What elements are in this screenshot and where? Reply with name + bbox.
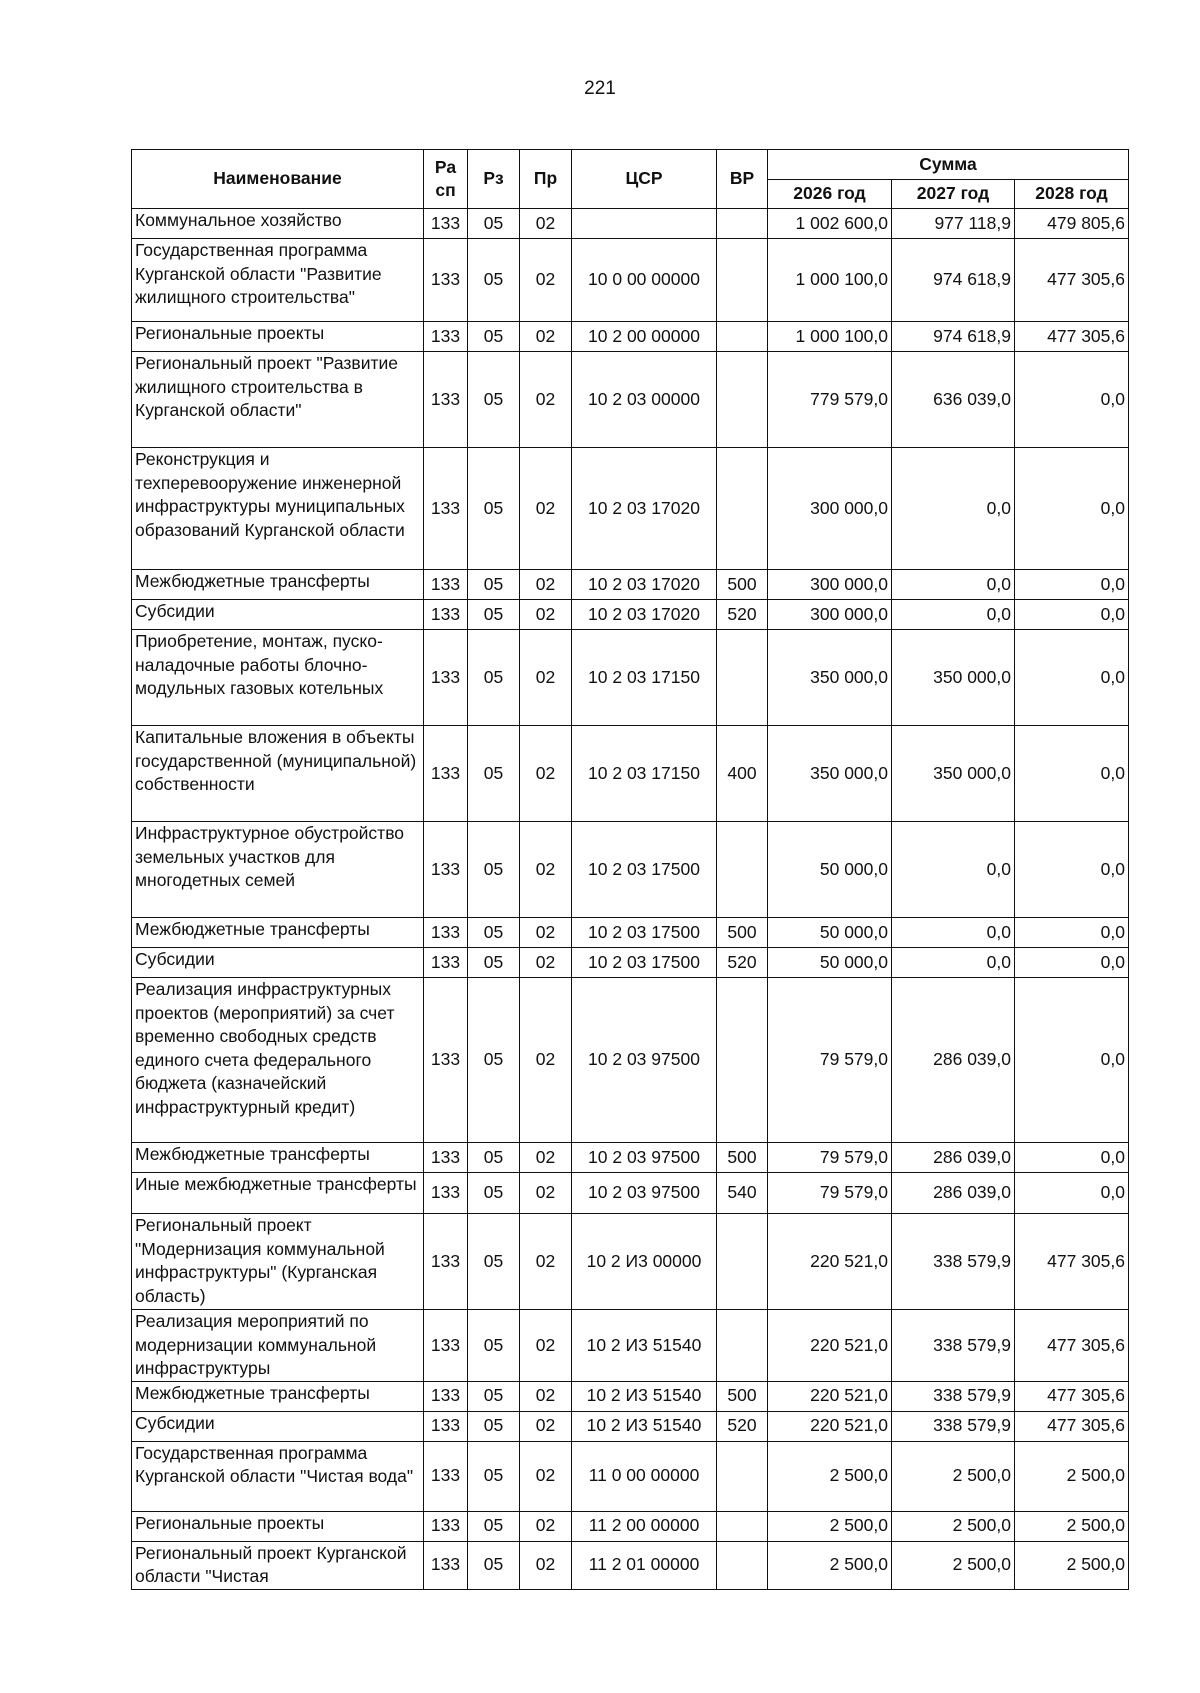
cell-vr bbox=[717, 448, 768, 570]
table-row bbox=[132, 1214, 1129, 1310]
cell-rz: 05 bbox=[468, 448, 520, 570]
cell-pr: 02 bbox=[520, 1411, 572, 1441]
cell-2026: 50 000,0 bbox=[768, 918, 892, 948]
cell-2026: 50 000,0 bbox=[768, 948, 892, 978]
cell-csr: 10 2 03 17150 bbox=[572, 726, 717, 822]
cell-pr: 02 bbox=[520, 600, 572, 630]
cell-rz: 05 bbox=[468, 1511, 520, 1541]
cell-rasp: 133 bbox=[424, 978, 468, 1143]
cell-pr: 02 bbox=[520, 726, 572, 822]
cell-2026: 1 000 100,0 bbox=[768, 239, 892, 322]
cell-csr: 10 2 И3 51540 bbox=[572, 1411, 717, 1441]
cell-pr: 02 bbox=[520, 239, 572, 322]
cell-vr: 500 bbox=[717, 918, 768, 948]
cell-csr: 11 2 01 00000 bbox=[572, 1541, 717, 1589]
cell-rz: 05 bbox=[468, 352, 520, 448]
cell-rasp: 133 bbox=[424, 630, 468, 726]
cell-2028: 2 500,0 bbox=[1015, 1541, 1129, 1589]
cell-2027: 0,0 bbox=[892, 948, 1015, 978]
cell-name: Региональный проект "Развитие жилищного строительства в Курганской области" bbox=[132, 352, 424, 448]
cell-rasp: 133 bbox=[424, 726, 468, 822]
cell-rasp: 133 bbox=[424, 1173, 468, 1214]
cell-name: Межбюджетные трансферты bbox=[132, 570, 424, 600]
header-name: Наименование bbox=[132, 150, 424, 209]
header-vr: ВР bbox=[717, 150, 768, 209]
table-row bbox=[132, 209, 1129, 239]
cell-csr: 10 2 03 17500 bbox=[572, 948, 717, 978]
cell-csr: 10 2 03 17500 bbox=[572, 822, 717, 918]
cell-csr: 10 2 03 97500 bbox=[572, 1143, 717, 1173]
cell-rasp: 133 bbox=[424, 239, 468, 322]
cell-csr: 11 2 00 00000 bbox=[572, 1511, 717, 1541]
cell-2028: 0,0 bbox=[1015, 1173, 1129, 1214]
cell-name: Субсидии bbox=[132, 948, 424, 978]
cell-rz: 05 bbox=[468, 1411, 520, 1441]
cell-2026: 2 500,0 bbox=[768, 1541, 892, 1589]
cell-2027: 0,0 bbox=[892, 570, 1015, 600]
cell-2027: 2 500,0 bbox=[892, 1441, 1015, 1511]
cell-vr bbox=[717, 1214, 768, 1310]
cell-csr: 10 2 03 97500 bbox=[572, 978, 717, 1143]
header-csr: ЦСР bbox=[572, 150, 717, 209]
table-row bbox=[132, 726, 1129, 822]
cell-vr: 500 bbox=[717, 570, 768, 600]
cell-2026: 220 521,0 bbox=[768, 1214, 892, 1310]
cell-csr: 10 2 И3 00000 bbox=[572, 1214, 717, 1310]
cell-2028: 477 305,6 bbox=[1015, 1381, 1129, 1411]
cell-rz: 05 bbox=[468, 978, 520, 1143]
header-row bbox=[132, 150, 1129, 180]
cell-csr: 10 2 И3 51540 bbox=[572, 1310, 717, 1382]
cell-vr: 520 bbox=[717, 600, 768, 630]
cell-csr: 10 2 03 17020 bbox=[572, 600, 717, 630]
table-row bbox=[132, 1310, 1129, 1382]
cell-name: Региональные проекты bbox=[132, 1511, 424, 1541]
cell-2027: 350 000,0 bbox=[892, 630, 1015, 726]
cell-csr: 10 2 03 00000 bbox=[572, 352, 717, 448]
cell-2028: 0,0 bbox=[1015, 948, 1129, 978]
cell-vr: 520 bbox=[717, 1411, 768, 1441]
cell-pr: 02 bbox=[520, 978, 572, 1143]
cell-rz: 05 bbox=[468, 1214, 520, 1310]
cell-rasp: 133 bbox=[424, 1381, 468, 1411]
cell-2026: 300 000,0 bbox=[768, 600, 892, 630]
cell-2027: 286 039,0 bbox=[892, 978, 1015, 1143]
table-row bbox=[132, 1173, 1129, 1214]
table-row bbox=[132, 918, 1129, 948]
cell-name: Реконструкция и техперевооружение инженерной инфраструктуры муниципальных образований Курганской области bbox=[132, 448, 424, 570]
cell-2027: 338 579,9 bbox=[892, 1411, 1015, 1441]
table-row bbox=[132, 630, 1129, 726]
table-row bbox=[132, 948, 1129, 978]
cell-2027: 2 500,0 bbox=[892, 1511, 1015, 1541]
cell-vr bbox=[717, 209, 768, 239]
cell-csr: 10 2 00 00000 bbox=[572, 322, 717, 352]
cell-csr: 10 2 03 17500 bbox=[572, 918, 717, 948]
table-row bbox=[132, 570, 1129, 600]
cell-2028: 0,0 bbox=[1015, 448, 1129, 570]
cell-vr: 520 bbox=[717, 948, 768, 978]
cell-2026: 300 000,0 bbox=[768, 448, 892, 570]
header-pr: Пр bbox=[520, 150, 572, 209]
header-rz: Рз bbox=[468, 150, 520, 209]
cell-2027: 338 579,9 bbox=[892, 1310, 1015, 1382]
cell-vr: 400 bbox=[717, 726, 768, 822]
cell-rz: 05 bbox=[468, 322, 520, 352]
cell-csr bbox=[572, 209, 717, 239]
cell-2027: 338 579,9 bbox=[892, 1381, 1015, 1411]
cell-name: Межбюджетные трансферты bbox=[132, 1143, 424, 1173]
cell-name: Капитальные вложения в объекты государственной (муниципальной) собственности bbox=[132, 726, 424, 822]
table-row bbox=[132, 1511, 1129, 1541]
budget-table bbox=[131, 149, 1129, 1590]
cell-pr: 02 bbox=[520, 1381, 572, 1411]
cell-2027: 636 039,0 bbox=[892, 352, 1015, 448]
cell-pr: 02 bbox=[520, 630, 572, 726]
cell-name: Реализация инфраструктурных проектов (мероприятий) за счет временно свободных средств единого счета федерального бюджета (казначейский инфраструктурный кредит) bbox=[132, 978, 424, 1143]
header-2028: 2028 год bbox=[1015, 180, 1129, 209]
cell-vr: 500 bbox=[717, 1143, 768, 1173]
cell-2028: 477 305,6 bbox=[1015, 239, 1129, 322]
cell-vr bbox=[717, 1541, 768, 1589]
cell-vr bbox=[717, 1441, 768, 1511]
cell-vr bbox=[717, 630, 768, 726]
table-row bbox=[132, 1541, 1129, 1589]
cell-rasp: 133 bbox=[424, 448, 468, 570]
cell-rasp: 133 bbox=[424, 1143, 468, 1173]
cell-name: Государственная программа Курганской области "Чистая вода" bbox=[132, 1441, 424, 1511]
cell-2027: 0,0 bbox=[892, 600, 1015, 630]
table-body bbox=[132, 209, 1129, 1590]
cell-vr bbox=[717, 1310, 768, 1382]
cell-rasp: 133 bbox=[424, 918, 468, 948]
cell-rz: 05 bbox=[468, 630, 520, 726]
cell-name: Реализация мероприятий по модернизации коммунальной инфраструктуры bbox=[132, 1310, 424, 1382]
table-row bbox=[132, 448, 1129, 570]
cell-2028: 0,0 bbox=[1015, 726, 1129, 822]
cell-name: Иные межбюджетные трансферты bbox=[132, 1173, 424, 1214]
cell-2026: 220 521,0 bbox=[768, 1381, 892, 1411]
page-number: 221 bbox=[584, 78, 616, 99]
cell-pr: 02 bbox=[520, 1143, 572, 1173]
cell-2027: 286 039,0 bbox=[892, 1173, 1015, 1214]
cell-rasp: 133 bbox=[424, 1541, 468, 1589]
cell-vr bbox=[717, 1511, 768, 1541]
cell-name: Региональный проект "Модернизация коммунальной инфраструктуры" (Курганская область) bbox=[132, 1214, 424, 1310]
cell-2028: 2 500,0 bbox=[1015, 1511, 1129, 1541]
cell-pr: 02 bbox=[520, 1214, 572, 1310]
cell-2028: 0,0 bbox=[1015, 630, 1129, 726]
cell-rasp: 133 bbox=[424, 1214, 468, 1310]
cell-rasp: 133 bbox=[424, 1441, 468, 1511]
cell-rz: 05 bbox=[468, 239, 520, 322]
cell-name: Инфраструктурное обустройство земельных участков для многодетных семей bbox=[132, 822, 424, 918]
cell-rz: 05 bbox=[468, 209, 520, 239]
cell-2026: 350 000,0 bbox=[768, 630, 892, 726]
cell-rz: 05 bbox=[468, 570, 520, 600]
cell-pr: 02 bbox=[520, 1541, 572, 1589]
cell-2026: 79 579,0 bbox=[768, 1143, 892, 1173]
cell-2027: 286 039,0 bbox=[892, 1143, 1015, 1173]
cell-rz: 05 bbox=[468, 1310, 520, 1382]
cell-pr: 02 bbox=[520, 209, 572, 239]
cell-pr: 02 bbox=[520, 448, 572, 570]
cell-vr bbox=[717, 322, 768, 352]
cell-vr bbox=[717, 978, 768, 1143]
cell-vr: 500 bbox=[717, 1381, 768, 1411]
cell-2027: 977 118,9 bbox=[892, 209, 1015, 239]
cell-2027: 0,0 bbox=[892, 448, 1015, 570]
cell-2026: 220 521,0 bbox=[768, 1310, 892, 1382]
cell-2026: 50 000,0 bbox=[768, 822, 892, 918]
cell-csr: 10 0 00 00000 bbox=[572, 239, 717, 322]
cell-csr: 10 2 03 17020 bbox=[572, 448, 717, 570]
cell-name: Государственная программа Курганской области "Развитие жилищного строительства" bbox=[132, 239, 424, 322]
table-row bbox=[132, 822, 1129, 918]
cell-2028: 477 305,6 bbox=[1015, 1214, 1129, 1310]
cell-pr: 02 bbox=[520, 1441, 572, 1511]
cell-rz: 05 bbox=[468, 1143, 520, 1173]
cell-csr: 10 2 И3 51540 bbox=[572, 1381, 717, 1411]
cell-vr bbox=[717, 239, 768, 322]
cell-2026: 79 579,0 bbox=[768, 1173, 892, 1214]
cell-2027: 974 618,9 bbox=[892, 239, 1015, 322]
cell-rasp: 133 bbox=[424, 600, 468, 630]
cell-rz: 05 bbox=[468, 600, 520, 630]
cell-name: Субсидии bbox=[132, 600, 424, 630]
cell-rz: 05 bbox=[468, 1441, 520, 1511]
cell-csr: 10 2 03 17150 bbox=[572, 630, 717, 726]
cell-2027: 350 000,0 bbox=[892, 726, 1015, 822]
cell-2027: 974 618,9 bbox=[892, 322, 1015, 352]
cell-rasp: 133 bbox=[424, 1411, 468, 1441]
cell-2026: 2 500,0 bbox=[768, 1511, 892, 1541]
header-2026: 2026 год bbox=[768, 180, 892, 209]
cell-name: Межбюджетные трансферты bbox=[132, 1381, 424, 1411]
cell-2028: 0,0 bbox=[1015, 978, 1129, 1143]
cell-2027: 0,0 bbox=[892, 822, 1015, 918]
table-row bbox=[132, 600, 1129, 630]
cell-vr bbox=[717, 352, 768, 448]
cell-rasp: 133 bbox=[424, 1511, 468, 1541]
cell-pr: 02 bbox=[520, 1310, 572, 1382]
cell-2028: 479 805,6 bbox=[1015, 209, 1129, 239]
cell-rasp: 133 bbox=[424, 209, 468, 239]
cell-pr: 02 bbox=[520, 570, 572, 600]
cell-rz: 05 bbox=[468, 1173, 520, 1214]
table-row bbox=[132, 322, 1129, 352]
table-row bbox=[132, 239, 1129, 322]
cell-2026: 2 500,0 bbox=[768, 1441, 892, 1511]
cell-pr: 02 bbox=[520, 948, 572, 978]
cell-2026: 1 002 600,0 bbox=[768, 209, 892, 239]
cell-rasp: 133 bbox=[424, 570, 468, 600]
cell-name: Коммунальное хозяйство bbox=[132, 209, 424, 239]
cell-rasp: 133 bbox=[424, 1310, 468, 1382]
table-row bbox=[132, 1381, 1129, 1411]
cell-name: Региональные проекты bbox=[132, 322, 424, 352]
cell-2026: 1 000 100,0 bbox=[768, 322, 892, 352]
table-row bbox=[132, 1441, 1129, 1511]
header-rasp: Ра сп bbox=[424, 150, 468, 209]
cell-pr: 02 bbox=[520, 322, 572, 352]
cell-pr: 02 bbox=[520, 352, 572, 448]
cell-rasp: 133 bbox=[424, 322, 468, 352]
cell-rz: 05 bbox=[468, 918, 520, 948]
cell-2027: 338 579,9 bbox=[892, 1214, 1015, 1310]
cell-2028: 0,0 bbox=[1015, 1143, 1129, 1173]
cell-rz: 05 bbox=[468, 948, 520, 978]
cell-2026: 220 521,0 bbox=[768, 1411, 892, 1441]
cell-2027: 0,0 bbox=[892, 918, 1015, 948]
cell-2028: 0,0 bbox=[1015, 352, 1129, 448]
cell-name: Межбюджетные трансферты bbox=[132, 918, 424, 948]
cell-2027: 2 500,0 bbox=[892, 1541, 1015, 1589]
table-row bbox=[132, 1143, 1129, 1173]
cell-rz: 05 bbox=[468, 1541, 520, 1589]
header-2027: 2027 год bbox=[892, 180, 1015, 209]
cell-pr: 02 bbox=[520, 918, 572, 948]
cell-vr: 540 bbox=[717, 1173, 768, 1214]
cell-2026: 300 000,0 bbox=[768, 570, 892, 600]
cell-2028: 477 305,6 bbox=[1015, 1411, 1129, 1441]
cell-2026: 779 579,0 bbox=[768, 352, 892, 448]
header-sum: Сумма bbox=[768, 150, 1129, 180]
cell-2028: 0,0 bbox=[1015, 822, 1129, 918]
cell-rasp: 133 bbox=[424, 822, 468, 918]
cell-2028: 0,0 bbox=[1015, 600, 1129, 630]
cell-rz: 05 bbox=[468, 726, 520, 822]
cell-2028: 0,0 bbox=[1015, 918, 1129, 948]
cell-rz: 05 bbox=[468, 1381, 520, 1411]
cell-name: Приобретение, монтаж, пуско-наладочные работы блочно-модульных газовых котельных bbox=[132, 630, 424, 726]
table-row bbox=[132, 352, 1129, 448]
cell-vr bbox=[717, 822, 768, 918]
cell-pr: 02 bbox=[520, 1511, 572, 1541]
cell-name: Субсидии bbox=[132, 1411, 424, 1441]
cell-rasp: 133 bbox=[424, 948, 468, 978]
cell-2028: 477 305,6 bbox=[1015, 1310, 1129, 1382]
cell-rz: 05 bbox=[468, 822, 520, 918]
table-row bbox=[132, 978, 1129, 1143]
cell-csr: 10 2 03 17020 bbox=[572, 570, 717, 600]
cell-pr: 02 bbox=[520, 1173, 572, 1214]
cell-name: Региональный проект Курганской области "Чистая bbox=[132, 1541, 424, 1589]
cell-2028: 0,0 bbox=[1015, 570, 1129, 600]
cell-csr: 11 0 00 00000 bbox=[572, 1441, 717, 1511]
cell-2026: 350 000,0 bbox=[768, 726, 892, 822]
cell-csr: 10 2 03 97500 bbox=[572, 1173, 717, 1214]
table-row bbox=[132, 1411, 1129, 1441]
cell-2026: 79 579,0 bbox=[768, 978, 892, 1143]
cell-2028: 477 305,6 bbox=[1015, 322, 1129, 352]
cell-2028: 2 500,0 bbox=[1015, 1441, 1129, 1511]
cell-rasp: 133 bbox=[424, 352, 468, 448]
cell-pr: 02 bbox=[520, 822, 572, 918]
